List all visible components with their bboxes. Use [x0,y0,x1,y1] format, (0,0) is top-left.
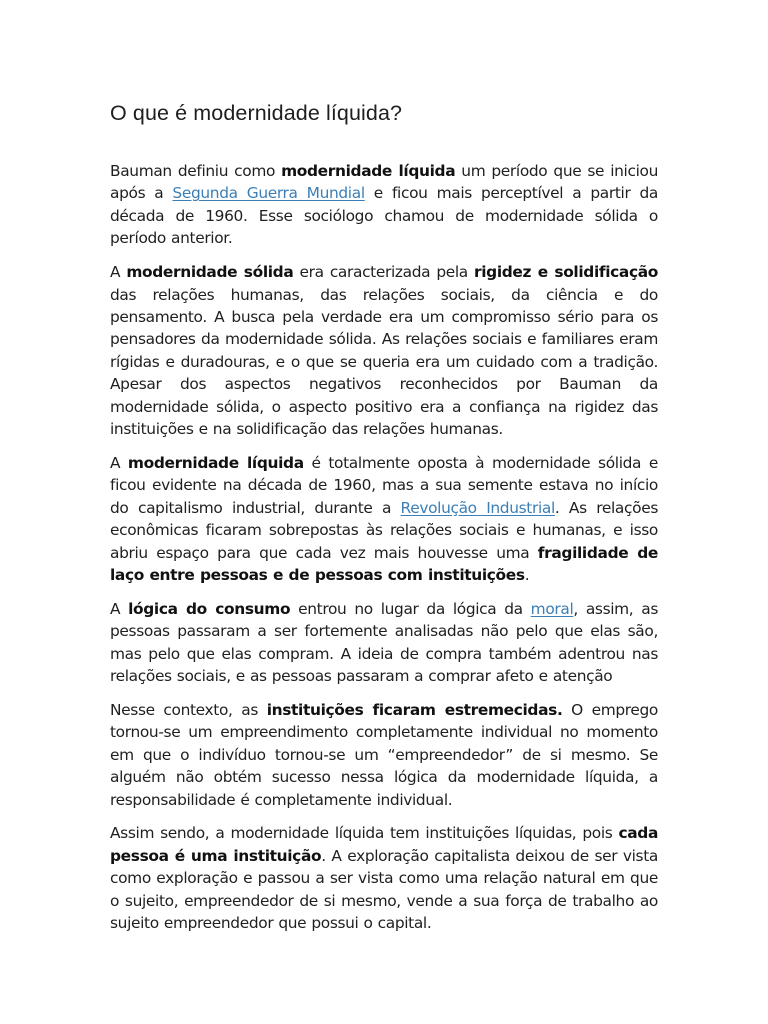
p2-text-3: das relações humanas, das relações sociais, da ciência e do pensamento. A busca pela verdade era um compromisso sério para os pensadores da modernidade sólida. As relações sociais e familiares eram rígidas e duradouras, e o que se queria era um cuidado com a tradição. Apesar dos aspectos negativos reconhecidos por Bauman da modernidade sólida, o aspecto positivo era a confiança na rigidez das instituições e na solidificação das relações humanas. [110,285,658,438]
p1-text-1: Bauman definiu como [110,162,282,180]
p4-bold-1: lógica do consumo [128,599,291,618]
article-title: O que é modernidade líquida? [110,101,403,125]
p6-text-2: . A exploração capitalista deixou de ser vista como exploração e passou a ser vista como uma relação natural em que o sujeito, empreendedor de si mesmo, vende a sua força de trabalho ao sujeito empreendedor que possui o capital. [110,846,658,933]
paragraph-5 [110,699,658,811]
p1-text-2: um período que se iniciou após a [110,162,658,203]
p2-text-1: A [110,263,127,282]
link-revolucao-industrial[interactable]: Revolução Industrial [400,498,555,517]
article [110,96,658,946]
p3-text-4: . [524,565,530,584]
paragraph-4 [110,598,658,688]
paragraph-3 [110,452,658,586]
p3-bold-1: modernidade líquida [127,453,304,472]
p3-text-3: . As relações econômicas ficaram sobrepostas às relações sociais e humanas, e isso abriu espaço para que cada vez mais houvesse uma [110,498,658,562]
p3-bold-2: fragilidade de laço entre pessoas e de pessoas com instituições [110,543,658,584]
p6-text-1: Assim sendo, a modernidade líquida tem instituições líquidas, pois [110,824,619,843]
p5-text-1: Nesse contexto, as [110,700,267,719]
p4-text-2: entrou no lugar da lógica da [290,599,531,618]
paragraph-1 [110,160,658,250]
paragraph-2 [110,261,658,440]
link-segunda-guerra-mundial[interactable]: Segunda Guerra Mundial [172,184,365,203]
p3-text-2: é totalmente oposta à modernidade sólida e ficou evidente na década de 1960, mas a sua semente estava no início do capitalismo industrial, durante a [110,453,658,517]
p1-text-3: e ficou mais perceptível a partir da década de 1960. Esse sociólogo chamou de modernidade sólida o período anterior. [110,184,658,248]
p4-text-1: A [110,599,129,618]
p2-text-2: era caracterizada pela [293,263,474,282]
p2-bold-1: modernidade sólida [126,263,294,282]
paragraph-6 [110,822,658,934]
p2-bold-2: rigidez e solidificação [474,263,658,282]
p5-bold-1: instituições ficaram estremecidas. [266,700,563,719]
p4-text-3: , assim, as pessoas passaram a ser fortemente analisadas não pelo que elas são, mas pelo que elas compram. A ideia de compra também adentrou nas relações sociais, e as pessoas passaram a comprar afeto e atenção [110,599,659,686]
p5-text-2: O emprego tornou-se um empreendimento completamente individual no momento em que o indivíduo tornou-se um “empreendedor” de si mesmo. Se alguém não obtém sucesso nessa lógica da modernidade líquida, a responsabilidade é completamente individual. [110,700,658,809]
link-moral[interactable]: moral [530,599,574,618]
p1-bold-1: modernidade líquida [281,162,456,180]
p3-text-1: A [110,453,128,472]
p6-bold-1: cada pessoa é uma instituição [110,824,658,865]
